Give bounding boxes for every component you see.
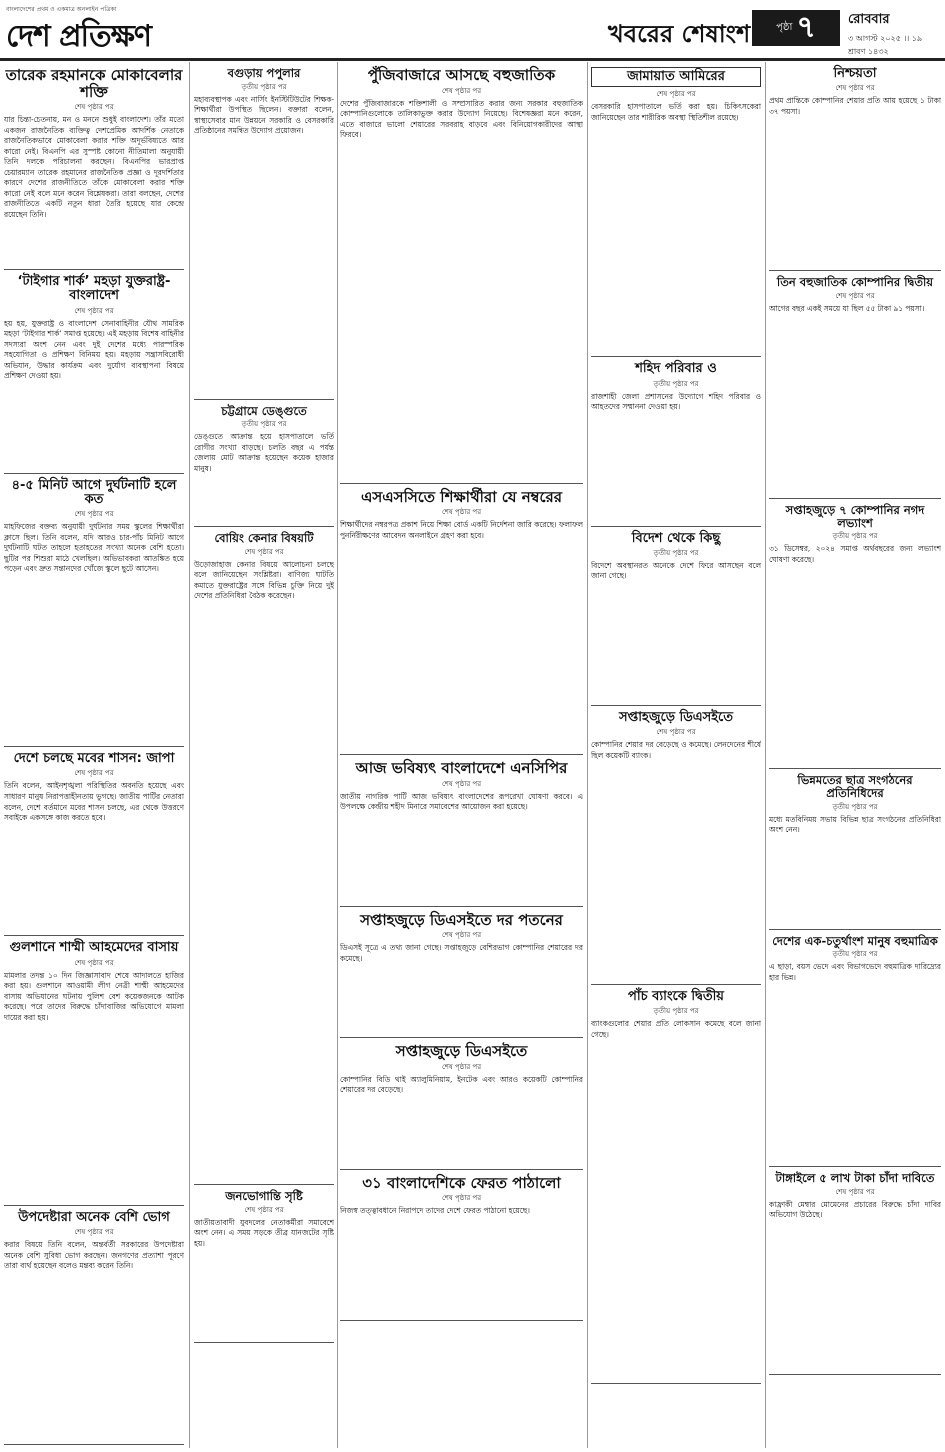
story-byline: তৃতীয় পৃষ্ঠার পর [832,532,878,541]
story-multinational-second [769,271,941,499]
story-body: নিজস্ব তত্ত্বাবধানে নিরাপদে তাদের দেশে ফেরত পাঠানো হয়েছে। [340,1206,530,1215]
story-five-banks [591,985,761,1384]
story-headline: সপ্তাহজুড়ে ডিএসইতে দর পতনের [360,910,563,929]
story-body: কোম্পানির বিডি থাই অ্যালুমিনিয়াম, ইনটেক এবং আরও কয়েকটি কোম্পানির শেয়ারের দর বেড়েছে। [340,1074,583,1095]
story-body: মামলার তদন্ত ১০ দিন জিজ্ঞাসাবাদ শেষে আদালতে হাজির করা হয়। গুলশানে আওয়ামী লীগ নেত্রী শাম্মী আহমেদের বাসায় অভিযানের ঘটনায় পুলিশ বেশ কয়েকজনকে আটক করেছে। পরে তাদের বিরুদ্ধে চাঁদাবাজির অভিযোগে মামলা দায়ের করা হয়। [4,970,184,1022]
story-body: হয় হয়, যুক্তরাষ্ট্র ও বাংলাদেশ সেনাবাহিনীর যৌথ সামরিক মহড়া ‘টাইগার শার্ক’ সমাপ্ত হয়েছে। এই মহড়ায় বিশেষ বাহিনীর সদস্যরা অংশ নেন এবং দুই দেশের মধ্যে পারস্পরিক সহযোগিতা ও প্রশিক্ষণ বিনিময় হয়। মহড়ায় সন্ত্রাসবিরোধী অভিযান, উদ্ধার কার্যক্রম এবং দুর্যোগ ব্যবস্থাপনা বিষয়ে প্রশিক্ষণ দেওয়া হয়। [4,318,184,381]
issue-date: ৩ আগস্ট ২০২৫ ।। ১৯ শ্রাবণ ১৪৩২ [848,34,923,56]
story-headline: সপ্তাহজুড়ে ডিএসইতে [395,1042,528,1060]
story-byline: তৃতীয় পৃষ্ঠার পর [653,548,699,557]
story-headline: সপ্তাহজুড়ে ডিএসইতে [618,709,734,725]
story-body: কাফ্রাকী মেম্বার মোমেনের প্রচারের বিরুদ্ধে চাঁদা দাবির অভিযোগ উঠেছে। [769,1199,941,1220]
story-body: যার চিন্তা-চেতনায়, মন ও মননে শুধুই বাংলাদেশ। তাঁর মতো একজন রাজনৈতিক ব্যক্তিত্ব দেশপ্রেমিক আদর্শিক নেতাকে রাজনৈতিকভাবে মোকাবেলা করার শক্তি অদূর্ভবিষ্যতে আর কারো নেই। বিএনপি এর সুস্পষ্ট কোনো নীতিমালা অনুযায়ী তিনি দলকে পরিচালনা করছেন। বিএনপির ভারপ্রাপ্ত চেয়ারম্যান তারেক রহমানের রাজনৈতিক প্রজ্ঞা ও দূরদর্শিতার কারণে দেশের রাজনীতিতে তাঁকে মোকাবেলা করার শক্তি কারো নেই বলে মনে করেন বিশ্লেষকরা। তারা বলছেন, দেশের রাজনীতিতে একটি নতুন ধারা তৈরি হয়েছে যার কেন্দ্রে রয়েছেন তিনি। [4,115,184,219]
story-body: তিনি বলেন, আইনশৃঙ্খলা পরিস্থিতির অবনতি হয়েছে এবং সাধারণ মানুষ নিরাপত্তাহীনতায় ভুগছে। জাতীয় পার্টির নেতারা বলেন, দেশে বর্তমানে মবের শাসন চলছে, এর থেকে উত্তরণে সবাইকে একসঙ্গে কাজ করতে হবে। [4,781,184,823]
story-headline: নিশ্চয়তা [833,66,877,81]
column-divider [587,62,588,1448]
story-byline: শেষ পৃষ্ঠার পর [74,958,114,967]
newspaper-logo: দেশ প্রতিক্ষণ [6,19,152,54]
story-headline: ৩১ বাংলাদেশিকে ফেরত পাঠালো [362,1173,561,1192]
story-byline: তৃতীয় পৃষ্ঠার পর [653,1007,699,1016]
story-byline: তৃতীয় পৃষ্ঠার পর [832,802,878,811]
story-headline: বগুড়ায় পপুলার [227,66,301,80]
section-title: খবরের শেষাংশ [608,20,751,48]
story-byline: শেষ পৃষ্ঠার পর [74,769,114,778]
story-jamaat-ameer [591,62,761,357]
story-martyr-family [591,357,761,526]
story-popular-bogura [194,62,334,400]
story-headline: এসএসসিতে শিক্ষার্থীরা যে নম্বরের [360,487,563,506]
story-byline: শেষ পৃষ্ঠার পর [74,1228,114,1237]
story-headline: বিদেশ থেকে কিছু [631,530,721,546]
story-byline: তৃতীয় পৃষ্ঠার পর [653,379,699,388]
story-body: মহাব্যবস্থাপক এবং নার্সিং ইনস্টিটিউটের শিক্ষক-শিক্ষার্থীরা উপস্থিত ছিলেন। বক্তারা বলেন, স্বাস্থ্যসেবার মান উন্নয়নে সরকারি ও বেসরকারি প্রতিষ্ঠানের সমন্বিত উদ্যোগ প্রয়োজন। [194,94,334,136]
story-headline: আজ ভবিষ্যৎ বাংলাদেশে এনসিপির [355,759,568,777]
story-tangail-extortion [769,1167,941,1375]
story-tiger-shark [4,270,184,474]
story-headline: দেশের এক-চতুর্থাংশ মানুষ বহুমাত্রিক [772,933,938,948]
story-byline: শেষ পৃষ্ঠার পর [441,508,482,516]
story-body: মাহফিজের বক্তব্য অনুযায়ী দুর্ঘটনার সময় স্কুলের শিক্ষার্থীরা ক্লাসে ছিল। তিনি বলেন, যদি আরও চার-পাঁচ মিনিট আগে দুর্ঘটনাটি ঘটত তাহলে হতাহতের সংখ্যা অনেক বেশি হতো। ছুটির পর শিশুরা মাঠে খেলছিল। অভিভাবকরা আতঙ্কিত হয়ে পড়েন এবং দ্রুত সন্তানদের খোঁজে স্কুলে ছুটে আসেন। [4,522,184,574]
story-headline: জনভোগান্তি সৃষ্টি [225,1188,303,1203]
column-divider [337,62,338,1448]
story-body: শিক্ষার্থীদের নম্বরপত্র প্রকাশ নিয়ে শিক্ষা বোর্ড একটি নির্দেশনা জারি করেছে। ফলাফল পুনর্নিরীক্ষণের আবেদন অনলাইনে গ্রহণ করা হবে। [340,520,583,540]
story-headline: তারেক রহমানকে মোকাবেলার শক্তি [5,66,183,101]
story-tarek [4,62,184,270]
story-headline: জামায়াত আমিরের [591,67,761,87]
story-body: ডিএসই সূত্রে এ তথ্য জানা গেছে। সপ্তাহজুড়ে বেশিরভাগ কোম্পানির শেয়ারের দর কমেছে। [340,943,583,963]
story-byline: তৃতীয় পৃষ্ঠার পর [832,950,878,959]
story-boeing [194,527,334,1185]
story-gulshan [4,936,184,1205]
story-poverty [769,930,941,1168]
story-body: আগের বছর একই সময়ে যা ছিল ৫৫ টাকা ৯১ পয়সা। [769,303,925,313]
story-cash-dividend [769,499,941,769]
story-byline: শেষ পৃষ্ঠার পর [441,931,482,939]
story-headline: উপদেষ্টারা অনেক বেশি ভোগ [18,1209,170,1225]
story-headline: পুঁজিবাজারে আসছে বহুজাতিক [367,66,556,84]
story-byline: শেষ পৃষ্ঠার পর [441,1062,482,1071]
story-assurance [769,62,941,271]
story-byline: শেষ পৃষ্ঠার পর [835,291,875,300]
column-divider [189,62,190,1448]
story-body: দেশের পুঁজিবাজারকে শক্তিশালী ও সম্প্রসারিত করার জন্য সরকার বহুজাতিক কোম্পানিগুলোকে তালিকাভুক্ত করার উদ্যোগ নিয়েছে। বিশেষজ্ঞরা মনে করেন, এতে বাজারে ভালো শেয়ারের সরবরাহ বাড়বে এবং বিনিয়োগকারীদের আস্থা ফিরবে। [340,98,583,140]
story-ssc [340,484,583,756]
story-public-suffering [194,1185,334,1343]
story-byline: শেষ পৃষ্ঠার পর [656,728,696,737]
story-headline: বোয়িং কেনার বিষয়টি [214,531,314,546]
story-headline: ভিন্নমতের ছাত্র সংগঠনের প্রতিনিধিদের [797,773,913,800]
story-body: প্রথম প্রান্তিকে কোম্পানির শেয়ার প্রতি আয় হয়েছে ১ টাকা ৩৭ পয়সা। [769,96,941,116]
story-byline: শেষ পৃষ্ঠার পর [835,1187,875,1196]
column-5 [769,62,941,1446]
story-headline: দেশে চলছে মবের শাসন: জাপা [13,751,175,767]
story-deportation [340,1170,583,1322]
story-ncp [340,755,583,907]
column-2 [194,62,334,1446]
story-headline: পাঁচ ব্যাংকে দ্বিতীয় [628,989,724,1005]
story-dse-fall [340,907,583,1039]
story-headline: তিন বহুজাতিক কোম্পানির দ্বিতীয় [776,275,934,290]
date-block [848,10,942,59]
story-body: ৩১ ডিসেম্বর, ২০২৪ সমাপ্ত অর্থবছরের জন্য লভ্যাংশ ঘোষণা করেছে। [769,544,941,564]
page-number-box [752,10,840,46]
story-headline: চট্টগ্রামে ডেঙ্গুতে [221,403,307,418]
story-body: বিদেশে অবস্থানরত অনেকে দেশে ফিরে আসছেন বলে জানা গেছে। [591,560,761,581]
story-headline: শহিদ পরিবার ও [635,361,717,377]
story-body: করার বিষয়ে তিনি বলেন, অন্তর্বর্তী সরকারের উপদেষ্টারা অনেক বেশি সুবিধা ভোগ করছেন। জনগণের প্রত্যাশা পূরণে তারা ব্যর্থ হয়েছেন বলেও মন্তব্য করেন তিনি। [4,1240,184,1271]
story-jatiya-party [4,747,184,936]
story-dse-weekly [591,706,761,985]
story-student-organizations [769,769,941,929]
column-divider [765,62,766,1448]
story-body: বেসরকারি হাসপাতালে ভর্তি করা হয়। চিকিৎসকেরা জানিয়েছেন তার শারীরিক অবস্থা স্থিতিশীল রয়েছে। [591,102,761,122]
story-byline: শেষ পৃষ্ঠার পর [244,547,284,556]
story-body: জাতীয় নাগরিক পার্টি আজ ভবিষ্যৎ বাংলাদেশের রূপরেখা ঘোষণা করবে। এ উপলক্ষে কেন্দ্রীয় শহীদ মিনারে সমাবেশের আয়োজন করা হয়েছে। [340,791,583,812]
column-4 [591,62,761,1446]
story-accident [4,474,184,748]
masthead [0,0,945,61]
masthead-tagline: বাংলাদেশের প্রথম ও একমাত্র অনলাইন পত্রিকা [6,6,117,13]
story-body: মধ্যে মতবিনিময় সভায় বিভিন্ন ছাত্র সংগঠনের প্রতিনিধিরা অংশ নেন। [769,814,941,835]
story-byline: তৃতীয় পৃষ্ঠার পর [241,82,287,91]
story-byline: শেষ পৃষ্ঠার পর [74,306,114,315]
story-byline: শেষ পৃষ্ঠার পর [74,103,114,111]
story-byline: শেষ পৃষ্ঠার পর [441,779,482,788]
story-headline: ‘টাইগার শার্ক’ মহড়া যুক্তরাষ্ট্র-বাংলাদেশ [17,274,171,304]
story-body: এ ছাড়া, বয়স ভেদে এবং বিভাগভেদে বহুমাত্রিক দারিদ্র্যের হার ভিন্ন। [769,962,941,982]
story-byline: শেষ পৃষ্ঠার পর [441,86,482,95]
story-byline: শেষ পৃষ্ঠার পর [244,1205,284,1214]
story-from-abroad [591,527,761,706]
page-number: ৭ [796,9,816,45]
story-byline: শেষ পৃষ্ঠার পর [441,1194,482,1202]
story-headline: ৪-৫ মিনিট আগে দুর্ঘটনাটি হলে কত [11,477,177,507]
story-body: রাজশাহী জেলা প্রশাসনের উদ্যোগে শহিদ পরিবার ও আহতদের সম্মাননা দেওয়া হয়। [591,391,761,412]
story-advisers [4,1206,184,1445]
story-byline: তৃতীয় পৃষ্ঠার পর [241,420,287,429]
issue-day: রোববার [848,12,890,27]
story-headline: গুলশানে শাম্মী আহমেদের বাসায় [9,940,179,956]
page-label: পৃষ্ঠা [776,21,793,33]
story-share-market [340,62,583,484]
story-body: ব্যাংকগুলোর শেয়ার প্রতি লোকসান কমেছে বলে জানা গেছে। [591,1019,761,1039]
story-body: জাতীয়তাবাদী যুবদলের নেতাকর্মীরা সমাবেশে অংশ নেন। এ সময় সড়কে তীব্র যানজটের সৃষ্টি হয়। [194,1217,334,1248]
story-byline: শেষ পৃষ্ঠার পর [656,90,696,99]
story-body: ডেঙ্গুতে আক্রান্ত হয়ে হাসপাতালে ভর্তি রোগীর সংখ্যা বাড়ছে। চলতি বছর এ পর্যন্ত জেলায় মোট আক্রান্ত হয়েছেন কয়েক হাজার মানুষ। [194,432,334,473]
story-dengue [194,400,334,528]
story-body: উড়োজাহাজ কেনার বিষয়ে আলোচনা চলছে বলে জানিয়েছেন সংশ্লিষ্টরা। বাণিজ্য ঘাটতি কমাতে যুক্তরাষ্ট্রের সঙ্গে বিভিন্ন চুক্তি নিয়ে দুই দেশের প্রতিনিধিরা বৈঠক করেছেন। [194,559,334,601]
column-1 [4,62,184,1446]
story-byline: শেষ পৃষ্ঠার পর [835,84,875,93]
story-byline: শেষ পৃষ্ঠার পর [74,510,114,519]
story-headline: সপ্তাহজুড়ে ৭ কোম্পানির নগদ লভ্যাংশ [785,502,925,530]
story-headline: টাঙ্গাইলে ৫ লাখ টাকা চাঁদা দাবিতে [775,1171,935,1186]
story-body: কোম্পানির শেয়ার দর বেড়েছে ও কমেছে। লেনদেনের শীর্ষে ছিল কয়েকটি ব্যাংক। [591,740,761,760]
column-3 [340,62,583,1446]
story-dse [340,1038,583,1170]
